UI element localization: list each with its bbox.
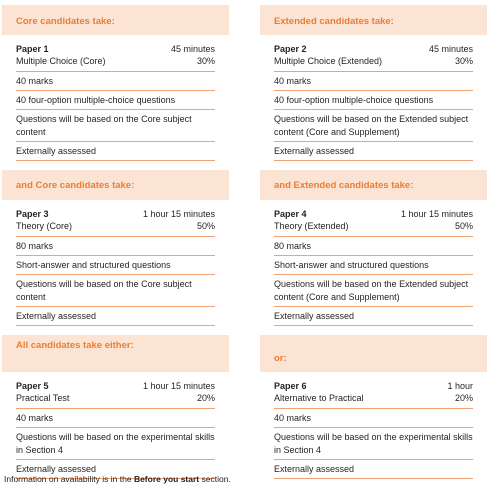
paper-type: Multiple Choice (Core) bbox=[16, 56, 106, 66]
before-you-start-reference: Before you start bbox=[133, 474, 200, 484]
paper-title: Paper 4 bbox=[274, 209, 307, 219]
paper-duration: 1 hour bbox=[447, 381, 473, 391]
paper-marks: 40 marks bbox=[274, 72, 473, 91]
section-heading: Extended candidates take: bbox=[260, 5, 487, 35]
footnote-prefix: Information on availability is in the bbox=[4, 474, 134, 484]
paper-content: Questions will be based on the Extended subject content (Core and Supplement) bbox=[274, 275, 473, 307]
paper-content: Questions will be based on the experimental skills in Section 4 bbox=[274, 428, 473, 460]
paper-duration: 1 hour 15 minutes bbox=[400, 209, 473, 219]
paper-assessment: Externally assessed bbox=[16, 307, 215, 326]
paper-content: Questions will be based on the experimental skills in Section 4 bbox=[16, 428, 215, 460]
paper-assessment: Externally assessed bbox=[274, 307, 473, 326]
paper-3-block bbox=[2, 170, 229, 326]
section-heading: and Core candidates take: bbox=[2, 170, 229, 200]
paper-assessment: Externally assessed bbox=[274, 142, 473, 161]
paper-weight: 20% bbox=[196, 393, 215, 403]
section-heading: and Extended candidates take: bbox=[260, 170, 487, 200]
paper-marks: 80 marks bbox=[16, 237, 215, 256]
paper-title: Paper 5 bbox=[16, 381, 49, 391]
paper-content: Questions will be based on the Core subject content bbox=[16, 110, 215, 142]
paper-type: Multiple Choice (Extended) bbox=[274, 56, 383, 66]
paper-format: 40 four-option multiple-choice questions bbox=[16, 91, 215, 110]
paper-duration: 1 hour 15 minutes bbox=[142, 381, 215, 391]
paper-title: Paper 6 bbox=[274, 381, 307, 391]
paper-weight: 50% bbox=[454, 221, 473, 231]
paper-title: Paper 3 bbox=[16, 209, 49, 219]
paper-content: Questions will be based on the Core subject content bbox=[16, 275, 215, 307]
footnote-suffix: section. bbox=[199, 474, 231, 484]
paper-content: Questions will be based on the Extended subject content (Core and Supplement) bbox=[274, 110, 473, 142]
section-heading: or: bbox=[260, 335, 487, 372]
paper-assessment: Externally assessed bbox=[16, 460, 215, 479]
paper-1-block bbox=[2, 5, 229, 161]
paper-6-block bbox=[260, 335, 487, 479]
paper-format: Short-answer and structured questions bbox=[274, 256, 473, 275]
paper-title: Paper 1 bbox=[16, 44, 49, 54]
paper-weight: 30% bbox=[196, 56, 215, 66]
paper-weight: 30% bbox=[454, 56, 473, 66]
paper-format: 40 four-option multiple-choice questions bbox=[274, 91, 473, 110]
paper-type: Practical Test bbox=[16, 393, 70, 403]
paper-type: Alternative to Practical bbox=[274, 393, 364, 403]
paper-marks: 40 marks bbox=[274, 409, 473, 428]
section-heading: Core candidates take: bbox=[2, 5, 229, 35]
paper-duration: 45 minutes bbox=[170, 44, 215, 54]
paper-title: Paper 2 bbox=[274, 44, 307, 54]
paper-duration: 45 minutes bbox=[428, 44, 473, 54]
availability-footnote bbox=[4, 473, 231, 485]
paper-format: Short-answer and structured questions bbox=[16, 256, 215, 275]
paper-assessment: Externally assessed bbox=[274, 460, 473, 479]
paper-duration: 1 hour 15 minutes bbox=[142, 209, 215, 219]
section-heading: All candidates take either: bbox=[2, 335, 229, 372]
paper-assessment: Externally assessed bbox=[16, 142, 215, 161]
paper-weight: 50% bbox=[196, 221, 215, 231]
paper-marks: 40 marks bbox=[16, 72, 215, 91]
paper-weight: 20% bbox=[454, 393, 473, 403]
paper-4-block bbox=[260, 170, 487, 326]
paper-type: Theory (Core) bbox=[16, 221, 73, 231]
paper-marks: 80 marks bbox=[274, 237, 473, 256]
paper-5-block bbox=[2, 335, 229, 479]
paper-2-block bbox=[260, 5, 487, 161]
paper-marks: 40 marks bbox=[16, 409, 215, 428]
paper-type: Theory (Extended) bbox=[274, 221, 349, 231]
